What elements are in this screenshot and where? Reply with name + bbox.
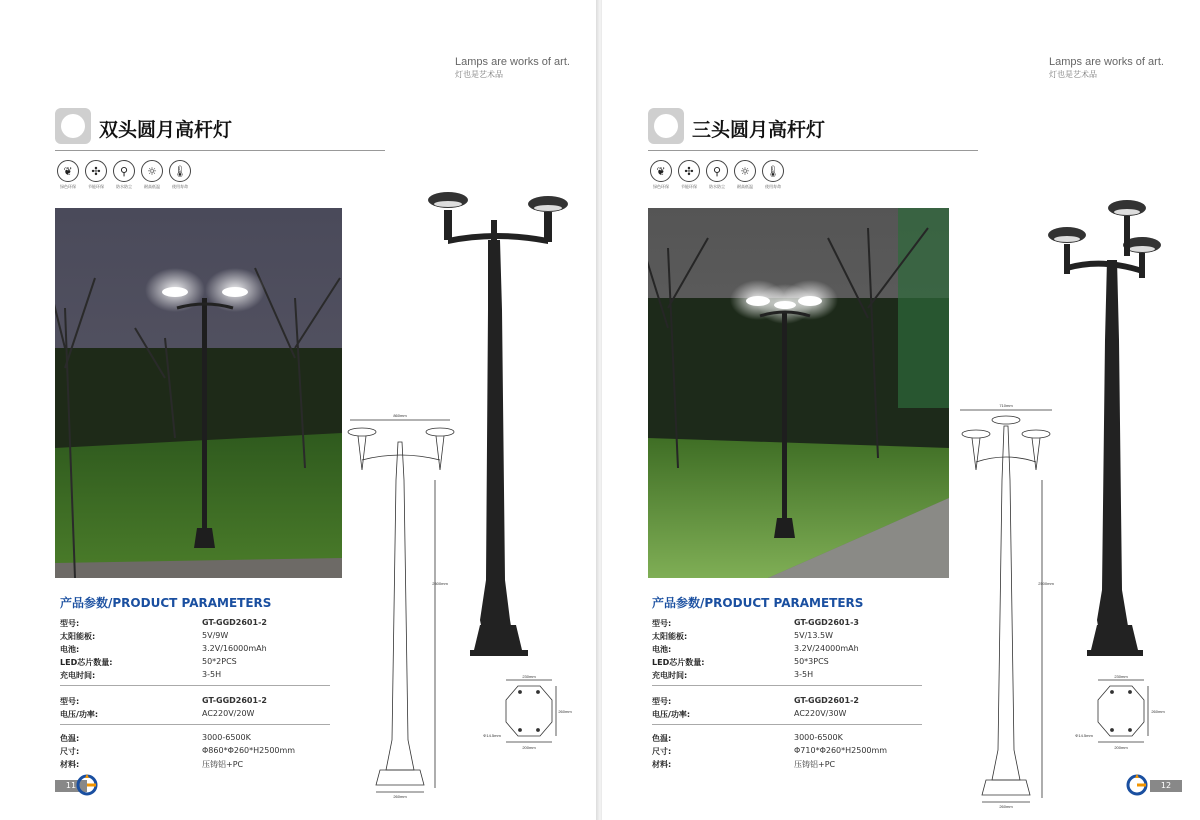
feature-sun: ☼ 耐高低温 [734, 160, 756, 190]
page-number: 12 [1150, 780, 1182, 792]
dim-oct-top: 230mm [1114, 674, 1128, 679]
page-number: 11 [55, 780, 87, 792]
product-title-bar [55, 108, 385, 151]
dim-bolt: Φ14.5mm [483, 733, 501, 738]
title-circle-icon [648, 108, 684, 144]
wind-icon: ⚲ [706, 160, 728, 182]
divider [60, 724, 330, 725]
fan-icon: ✣ [678, 160, 700, 182]
divider [652, 685, 922, 686]
dim-bolt: Φ14.5mm [1075, 733, 1093, 738]
wind-icon: ⚲ [113, 160, 135, 182]
tagline-zh: 灯也是艺术品 [1049, 70, 1097, 79]
feature-leaf: ❦ 绿色环保 [650, 160, 672, 190]
fan-icon: ✣ [85, 160, 107, 182]
tagline-en: Lamps are works of art. [1049, 56, 1164, 68]
lamp-drawings [340, 180, 580, 810]
title-circle-icon [55, 108, 91, 144]
feature-leaf: ❦ 绿色环保 [57, 160, 79, 190]
left-page: Lamps are works of art. 灯也是艺术品 双头圆月高杆灯 ❦ 绿色环保 ✣ 节能环保 ⚲ 防水防尘 ☼ 耐高低温 🌡 使用寿命 产品参数/PRODUCT PARAMETERS 型号: GT-GGD2601-2 太阳能板: 5V/9W 电池: 3.2V/16000mAh LED芯片数量: 50*2PCS 充电时间: 3-5H 型号: GT-GGD2601-2 电压/功率: AC220V/20W 色温: 3000-6500K 尺寸: Φ860*Φ260*H2500mm 材料: 压铸铝+PC 860mm 2500mm 260mm 230mm 260mm 200mm Φ14.5mm 11 [0, 0, 598, 820]
temperature-icon: 🌡 [169, 160, 191, 182]
temperature-icon: 🌡 [762, 160, 784, 182]
product-photo [55, 208, 342, 578]
tagline-zh: 灯也是艺术品 [455, 70, 503, 79]
lamp-drawings [952, 190, 1192, 810]
dim-oct-top: 230mm [522, 674, 536, 679]
leaf-icon: ❦ [57, 160, 79, 182]
feature-fan: ✣ 节能环保 [85, 160, 107, 190]
dim-base: 260mm [393, 794, 407, 799]
dim-oct-bottom: 200mm [522, 745, 536, 750]
dim-width: 710mm [999, 403, 1013, 408]
dim-base: 260mm [999, 804, 1013, 809]
dim-oct-bottom: 200mm [1114, 745, 1128, 750]
leaf-icon: ❦ [650, 160, 672, 182]
feature-icons [57, 160, 191, 190]
dim-oct-side: 260mm [1151, 709, 1165, 714]
feature-temperature: 🌡 使用寿命 [762, 160, 784, 190]
sun-icon: ☼ [141, 160, 163, 182]
feature-sun: ☼ 耐高低温 [141, 160, 163, 190]
feature-icons [650, 160, 784, 190]
params-title: 产品参数/PRODUCT PARAMETERS [652, 596, 864, 610]
feature-fan: ✣ 节能环保 [678, 160, 700, 190]
tagline [455, 56, 570, 80]
sun-icon: ☼ [734, 160, 756, 182]
right-page: Lamps are works of art. 灯也是艺术品 三头圆月高杆灯 ❦ 绿色环保 ✣ 节能环保 ⚲ 防水防尘 ☼ 耐高低温 🌡 使用寿命 产品参数/PRODUCT PARAMETERS 型号: GT-GGD2601-3 太阳能板: 5V/13.5W 电池: 3.2V/24000mAh LED芯片数量: 50*3PCS 充电时间: 3-5H 型号: GT-GGD2601-2 电压/功率: AC220V/30W 色温: 3000-6500K 尺寸: Φ710*Φ260*H2500mm 材料: 压铸铝+PC 710mm 2500mm 260mm 230mm 260mm 200mm Φ14.5mm 12 [602, 0, 1200, 820]
product-title: 双头圆月高杆灯 [99, 119, 233, 141]
dim-width: 860mm [393, 413, 407, 418]
dim-height: 2500mm [1038, 581, 1054, 586]
product-photo [648, 208, 949, 578]
params-title: 产品参数/PRODUCT PARAMETERS [60, 596, 272, 610]
feature-temperature: 🌡 使用寿命 [169, 160, 191, 190]
brand-logo [74, 772, 100, 796]
dim-height: 2500mm [432, 581, 448, 586]
divider [652, 724, 922, 725]
dim-oct-side: 260mm [558, 709, 572, 714]
product-title-bar [648, 108, 978, 151]
tagline-en: Lamps are works of art. [455, 56, 570, 68]
tagline [1049, 56, 1164, 80]
product-title: 三头圆月高杆灯 [692, 119, 826, 141]
feature-wind: ⚲ 防水防尘 [706, 160, 728, 190]
brand-logo [1124, 772, 1150, 796]
feature-wind: ⚲ 防水防尘 [113, 160, 135, 190]
divider [60, 685, 330, 686]
